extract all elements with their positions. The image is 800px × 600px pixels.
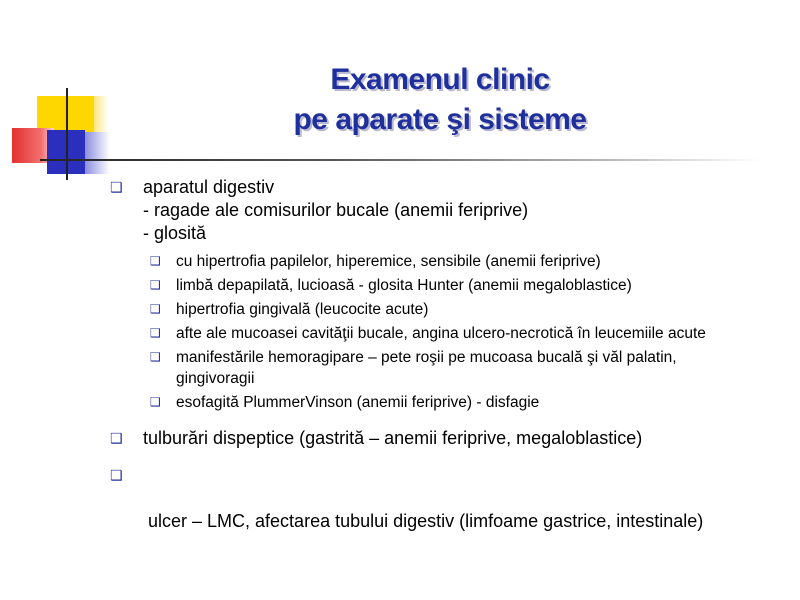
sub-bullet-text — [176, 392, 539, 413]
sub-bullet-line: afte ale mucoasei cavităţii bucale, angina ulcero-necrotică în leucemiile acute — [176, 325, 706, 342]
bullet-text — [143, 464, 703, 579]
sub-bullet-text — [176, 323, 706, 344]
bullet-icon: ❑ — [110, 179, 123, 195]
bullet-icon: ❑ — [150, 326, 161, 340]
bullet-line: tulburări dispeptice (gastrită – anemii feriprive, megaloblastice) — [143, 428, 643, 448]
sub-bullet-line: limbă depapilată, lucioasă - glosita Hunter (anemii megaloblastice) — [176, 277, 632, 294]
bullet-line: - ragade ale comisurilor bucale (anemii feriprive) — [143, 200, 529, 220]
decor-yellow-fade — [94, 96, 108, 132]
bullet-icon: ❑ — [150, 395, 161, 409]
sub-bullet-text — [176, 251, 601, 272]
bullet-line: aparatul digestiv — [143, 177, 275, 197]
bullet-icon: ❑ — [150, 254, 161, 268]
bullet-icon: ❑ — [150, 302, 161, 316]
bullet-line: ulcer – LMC, afectarea tubului digestiv (limfoame gastrice, intestinale) — [143, 511, 704, 531]
bullet-icon: ❑ — [150, 350, 161, 364]
sub-bullet-item — [150, 392, 788, 413]
decor-blue-fade — [85, 132, 110, 174]
bullet-icon: ❑ — [150, 278, 161, 292]
sub-bullet-item — [150, 323, 788, 344]
bullet-list — [108, 176, 788, 593]
bullet-text — [143, 176, 528, 245]
sub-bullet-list — [108, 251, 788, 413]
sub-bullet-item — [150, 275, 788, 296]
sub-bullet-line: esofagită PlummerVinson (anemii feriprive) - disfagie — [176, 394, 540, 411]
sub-bullet-line: gingivoragii — [176, 370, 255, 387]
sub-bullet-line: manifestările hemoragipare – pete roşii pe mucoasa bucală şi văl palatin, — [176, 349, 677, 366]
slide-title — [140, 60, 740, 140]
decor-horizontal-line — [40, 159, 760, 161]
sub-bullet-text — [176, 299, 428, 320]
bullet-line: - glosită — [143, 223, 207, 243]
bullet-icon: ❑ — [110, 430, 123, 446]
sub-bullet-text — [176, 275, 632, 296]
title-line-2: pe aparate şi sisteme — [293, 103, 587, 136]
sub-bullet-line: cu hipertrofia papilelor, hiperemice, sensibile (anemii feriprive) — [176, 253, 601, 270]
bullet-item — [108, 464, 788, 579]
bullet-icon: ❑ — [110, 467, 123, 483]
sub-bullet-text — [176, 347, 677, 389]
sub-bullet-item — [150, 347, 788, 389]
sub-bullet-item — [150, 299, 788, 320]
decor-vertical-line — [66, 88, 68, 180]
bullet-text — [143, 427, 642, 450]
bullet-item — [108, 176, 788, 245]
sub-bullet-line: hipertrofia gingivală (leucocite acute) — [176, 301, 429, 318]
title-line-1: Examenul clinic — [330, 63, 550, 96]
bullet-item — [108, 427, 788, 450]
sub-bullet-item — [150, 251, 788, 272]
